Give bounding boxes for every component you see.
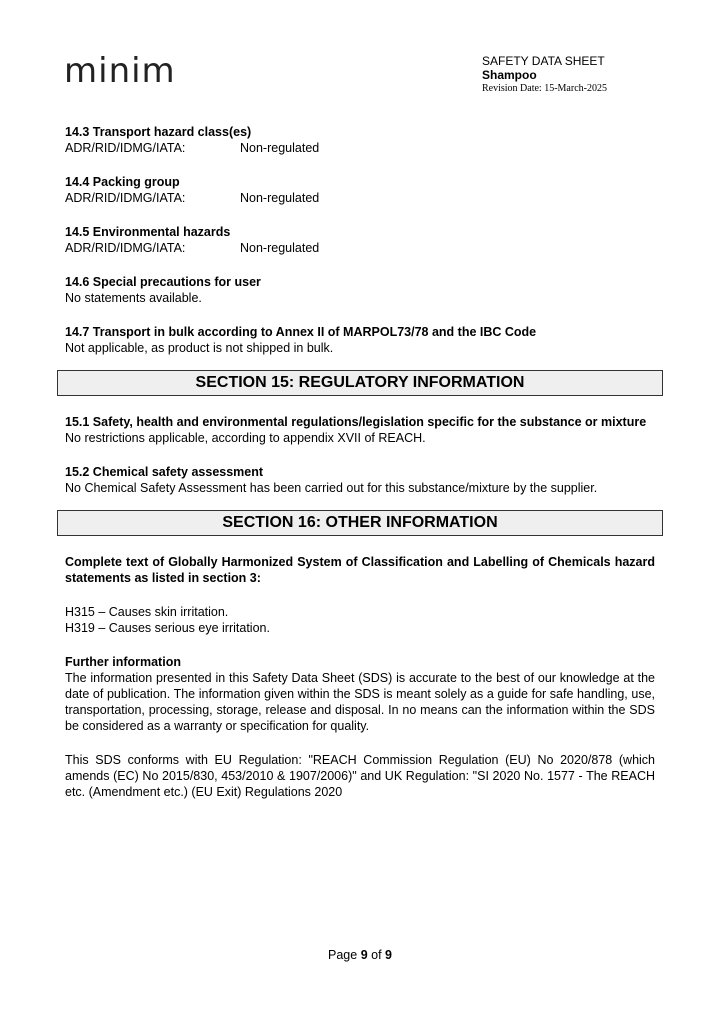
section-14-7	[65, 324, 655, 356]
section-heading: 14.5 Environmental hazards	[65, 225, 231, 239]
kv-key: ADR/RID/IDMG/IATA:	[65, 191, 186, 205]
revision-date: Revision Date: 15-March-2025	[482, 83, 607, 94]
section-text: No restrictions applicable, according to appendix XVII of REACH.	[65, 431, 426, 445]
section-heading: 14.4 Packing group	[65, 175, 180, 189]
kv-key: ADR/RID/IDMG/IATA:	[65, 241, 186, 255]
further-information	[65, 654, 655, 734]
kv-value: Non-regulated	[240, 191, 320, 205]
section-heading: 14.3 Transport hazard class(es)	[65, 125, 252, 139]
page-total: 9	[385, 948, 392, 962]
brand-logo-text: miniml	[64, 51, 174, 90]
section-heading: Further information	[65, 655, 181, 669]
hazard-statements	[65, 604, 655, 636]
section-heading: 14.7 Transport in bulk according to Annex II of MARPOL73/78 and the IBC Code	[65, 325, 537, 339]
section-heading: 15.1 Safety, health and environmental regulations/legislation specific for the substance or mixture	[65, 415, 647, 429]
section-15-2	[65, 464, 655, 496]
conformity-text: This SDS conforms with EU Regulation: "REACH Commission Regulation (EU) No 2020/878 (which amends (EC) No 2015/830, 453/2010 & 1907/2006)" and UK Regulation: "SI 2020 No. 1577 - The REACH etc. (Amendment etc.) (EU Exit) Regulations 2020	[65, 753, 655, 799]
section-heading: 15.2 Chemical safety assessment	[65, 465, 264, 479]
hazard-h319: H319 – Causes serious eye irritation.	[65, 621, 270, 635]
section-14-3	[65, 124, 655, 156]
section-text: Not applicable, as product is not shipped in bulk.	[65, 341, 334, 355]
hazard-h315: H315 – Causes skin irritation.	[65, 605, 229, 619]
doc-title: SAFETY DATA SHEET	[482, 54, 605, 68]
section-14-5	[65, 224, 655, 256]
ghs-heading: Complete text of Globally Harmonized System of Classification and Labelling of Chemicals hazard statements as listed in section 3:	[65, 555, 655, 585]
kv-value: Non-regulated	[240, 141, 320, 155]
kv-value: Non-regulated	[240, 241, 320, 255]
section-text: No Chemical Safety Assessment has been carried out for this substance/mixture by the supplier.	[65, 481, 598, 495]
of-label: of	[371, 948, 382, 962]
kv-key: ADR/RID/IDMG/IATA:	[65, 141, 186, 155]
document-body	[65, 124, 655, 818]
page-footer	[0, 948, 720, 962]
page-label: Page	[328, 948, 358, 962]
section-15-1	[65, 414, 655, 446]
section-14-4	[65, 174, 655, 206]
page-number: 9	[360, 948, 368, 962]
section-heading: 14.6 Special precautions for user	[65, 275, 261, 289]
section-14-6	[65, 274, 655, 306]
document-header	[482, 54, 607, 96]
brand-logo	[64, 50, 174, 95]
section-text: The information presented in this Safety Data Sheet (SDS) is accurate to the best of our knowledge at the date of publication. The information given within the SDS is meant solely as a guide for safe handling, use, transportation, processing, storage, release and disposal. In no means can the information within the SDS be considered as a warranty or specification for quality.	[65, 671, 655, 733]
section-text: No statements available.	[65, 291, 202, 305]
product-name: Shampoo	[482, 68, 537, 82]
section-15-title: SECTION 15: REGULATORY INFORMATION	[57, 370, 663, 396]
section-16-title: SECTION 16: OTHER INFORMATION	[57, 510, 663, 536]
